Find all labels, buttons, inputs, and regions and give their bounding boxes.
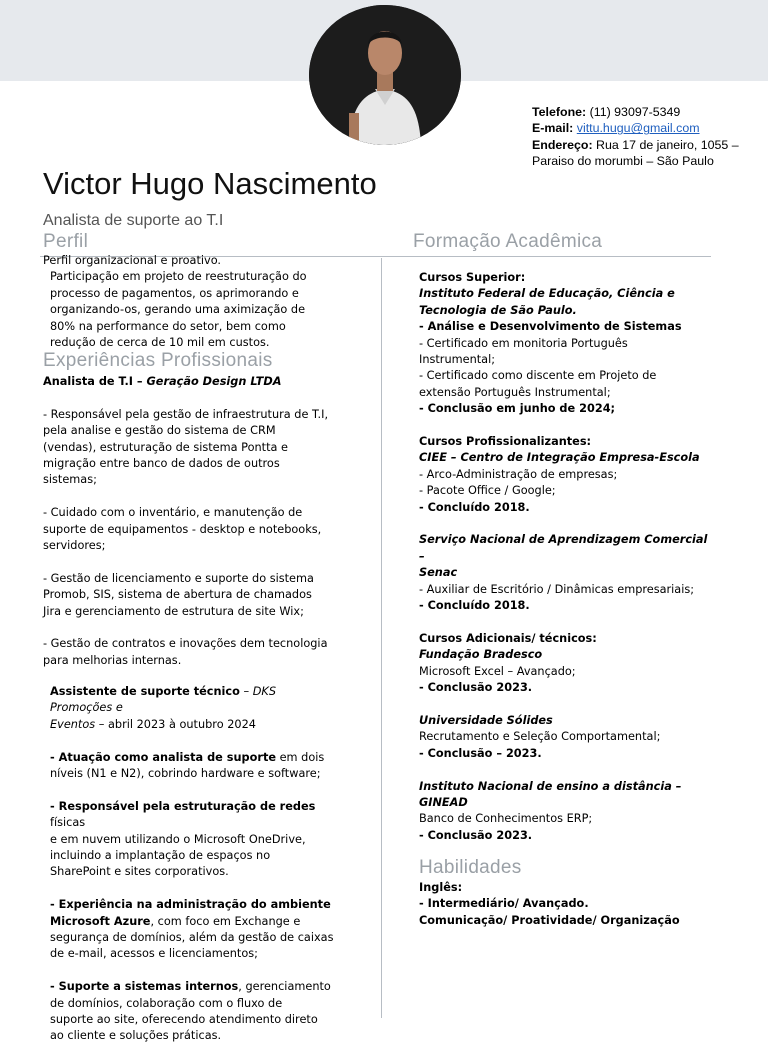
experience-title [43,374,343,390]
experience-title [50,684,340,717]
edu-label-text: Cursos Profissionalizantes: [419,435,592,449]
exp-rest: físicas [50,816,86,830]
skill-soft-text: Comunicação/ Proatividade/ Organização [419,913,680,927]
edu-line: Instrumental; [419,353,496,367]
profile-photo [309,5,461,145]
edu-end-text: - Conclusão em junho de 2024; [419,402,616,416]
email-label: E-mail: [532,121,574,136]
exp-bold: - Atuação como analista de suporte [50,750,277,764]
edu-end [419,598,709,614]
edu-label [419,270,709,286]
education-column [419,270,709,844]
edu-end [419,746,709,762]
skill-language-text: Inglês: [419,881,463,894]
skill-level-text: - Intermediário/ Avançado. [419,897,589,911]
exp-line: pela analise e gestão do sistema de CRM [43,424,276,438]
exp-line: migração entre banco de dados de outros [43,457,280,471]
vertical-divider [381,258,382,1018]
job-title: Analista de T.I – [43,375,147,388]
exp-line: níveis (N1 e N2), cobrindo hardware e software; [50,767,321,781]
address-line [532,137,760,153]
company-name-2: Eventos [50,717,96,731]
edu-institution: Serviço Nacional de Aprendizagem Comercial – [419,533,708,563]
exp-line [50,799,340,832]
experience-period-line [50,717,340,733]
exp-line [50,750,340,766]
exp-bold: - Suporte a sistemas internos [50,980,239,994]
experience-2 [50,684,340,1045]
edu-label [419,631,709,647]
address-line-2: Paraiso do morumbi – São Paulo [532,154,714,169]
exp-line: servidores; [43,539,106,553]
section-heading-formacao: Formação Acadêmica [413,231,603,252]
edu-label-text: Cursos Superior: [419,271,526,284]
edu-line: Microsoft Excel – Avançado; [419,664,576,678]
exp-bold: Microsoft Azure [50,914,151,928]
perfil-text [43,253,343,351]
edu-end [419,401,709,417]
exp-line [50,979,340,995]
exp-line: sistemas; [43,473,97,487]
exp-line: segurança de domínios, além da gestão de caixas [50,931,334,945]
exp-line [50,914,340,930]
address-value-1: Rua 17 de janeiro, 1055 – [596,137,739,152]
exp-rest: , com foco em Exchange e [150,914,301,928]
exp-line: (vendas), estruturação de sistema Pontta e [43,440,288,454]
edu-end-text: - Conclusão 2023. [419,828,533,842]
skill-soft [419,913,709,929]
edu-line: Recrutamento e Seleção Comportamental; [419,730,661,744]
candidate-role: Analista de suporte ao T.I [43,212,224,229]
perfil-line: redução de cerca de 10 mil em custos. [50,336,270,350]
perfil-line: processo de pagamentos, os aprimorando e [50,286,299,300]
exp-bold: - Experiência na administração do ambiente [50,898,331,912]
title-dash: – [239,685,253,698]
edu-institution: Senac [419,566,458,580]
section-heading-habilidades: Habilidades [419,857,522,878]
exp-line: de domínios, colaboração com o fluxo de [50,996,283,1010]
perfil-line: organizando-os, gerando uma aximização de [50,303,306,317]
edu-end-text: - Conclusão 2023. [419,681,533,695]
exp-line: para melhorias internas. [43,653,182,667]
edu-end-text: - Conclusão – 2023. [419,746,542,760]
exp-line: - Responsável pela gestão de infraestrutura de T.I, [43,407,329,421]
job-title: Assistente de suporte técnico [50,685,240,698]
edu-institution: Universidade Sólides [419,713,553,727]
phone-line [532,104,760,120]
exp-line: ao cliente e soluções práticas. [50,1029,222,1043]
exp-rest: , gerenciamento [238,980,331,994]
edu-end [419,680,709,696]
edu-line: extensão Português Instrumental; [419,385,611,399]
skill-language [419,880,709,896]
edu-institution: GINEAD [419,795,468,809]
experience-1 [43,374,343,669]
edu-end [419,500,709,516]
section-heading-experiencias: Experiências Profissionais [43,350,273,371]
edu-institution: CIEE – Centro de Integração Empresa-Escola [419,451,700,465]
exp-line: suporte de equipamentos - desktop e notebooks, [43,522,322,536]
exp-line: e em nuvem utilizando o Microsoft OneDrive, [50,832,306,846]
edu-line: - Arco-Administração de empresas; [419,467,618,481]
phone-label: Telefone: [532,105,587,119]
edu-line: - Certificado como discente em Projeto de [419,369,657,383]
skills-block [419,880,709,929]
edu-end-text: - Concluído 2018. [419,599,530,613]
edu-label [419,434,709,450]
edu-end-text: - Concluído 2018. [419,500,530,514]
edu-course-text: - Análise e Desenvolvimento de Sistemas [419,320,682,334]
exp-line: Promob, SIS, sistema de abertura de chamados [43,588,312,602]
edu-line: - Auxiliar de Escritório / Dinâmicas empresariais; [419,582,695,596]
phone-value: (11) 93097-5349 [589,105,681,119]
exp-line: - Gestão de contratos e inovações dem tecnologia [43,637,328,651]
edu-course [419,319,709,335]
edu-institution: Tecnologia de São Paulo. [419,303,577,317]
exp-line: - Cuidado com o inventário, e manutenção de [43,506,303,520]
edu-institution: Instituto Federal de Educação, Ciência e [419,287,675,301]
exp-bold: - Responsável pela estruturação de redes [50,799,316,813]
exp-line: suporte ao site, oferecendo atendimento direto [50,1013,318,1027]
address-label: Endereço: [532,137,593,152]
email-line [532,120,760,136]
company-name: DKS Promoções e [50,685,277,715]
edu-institution: Fundação Bradesco [419,648,543,662]
exp-line: SharePoint e sites corporativos. [50,865,229,879]
edu-line: - Certificado em monitoria Português [419,336,628,350]
email-link[interactable]: vittu.hugu@gmail.com [576,121,700,136]
exp-line: - Gestão de licenciamento e suporte do sistema [43,571,314,585]
section-heading-perfil: Perfil [43,231,89,252]
perfil-line: Perfil organizacional e proativo. [43,254,222,267]
edu-institution: Instituto Nacional de ensino a distância – [419,779,682,793]
exp-rest: em dois [276,750,325,764]
edu-label-text: Cursos Adicionais/ técnicos: [419,631,597,645]
perfil-line: Participação em projeto de reestruturação do [50,270,307,284]
perfil-line: 80% na performance do setor, bem como [50,319,286,333]
company-name: Geração Design LTDA [146,375,282,388]
edu-line: - Pacote Office / Google; [419,484,556,498]
edu-line: Banco de Conhecimentos ERP; [419,812,593,826]
experience-period: – abril 2023 à outubro 2024 [95,717,256,731]
candidate-name: Victor Hugo Nascimento [43,166,377,201]
exp-line: de e-mail, acessos e licenciamentos; [50,947,258,961]
exp-line: incluindo a implantação de espaços no [50,849,271,863]
exp-line [50,897,340,913]
exp-line: Jira e gerenciamento de estrutura de site Wix; [43,604,304,618]
skill-level [419,896,709,912]
contact-block [532,104,760,170]
edu-end [419,828,709,844]
